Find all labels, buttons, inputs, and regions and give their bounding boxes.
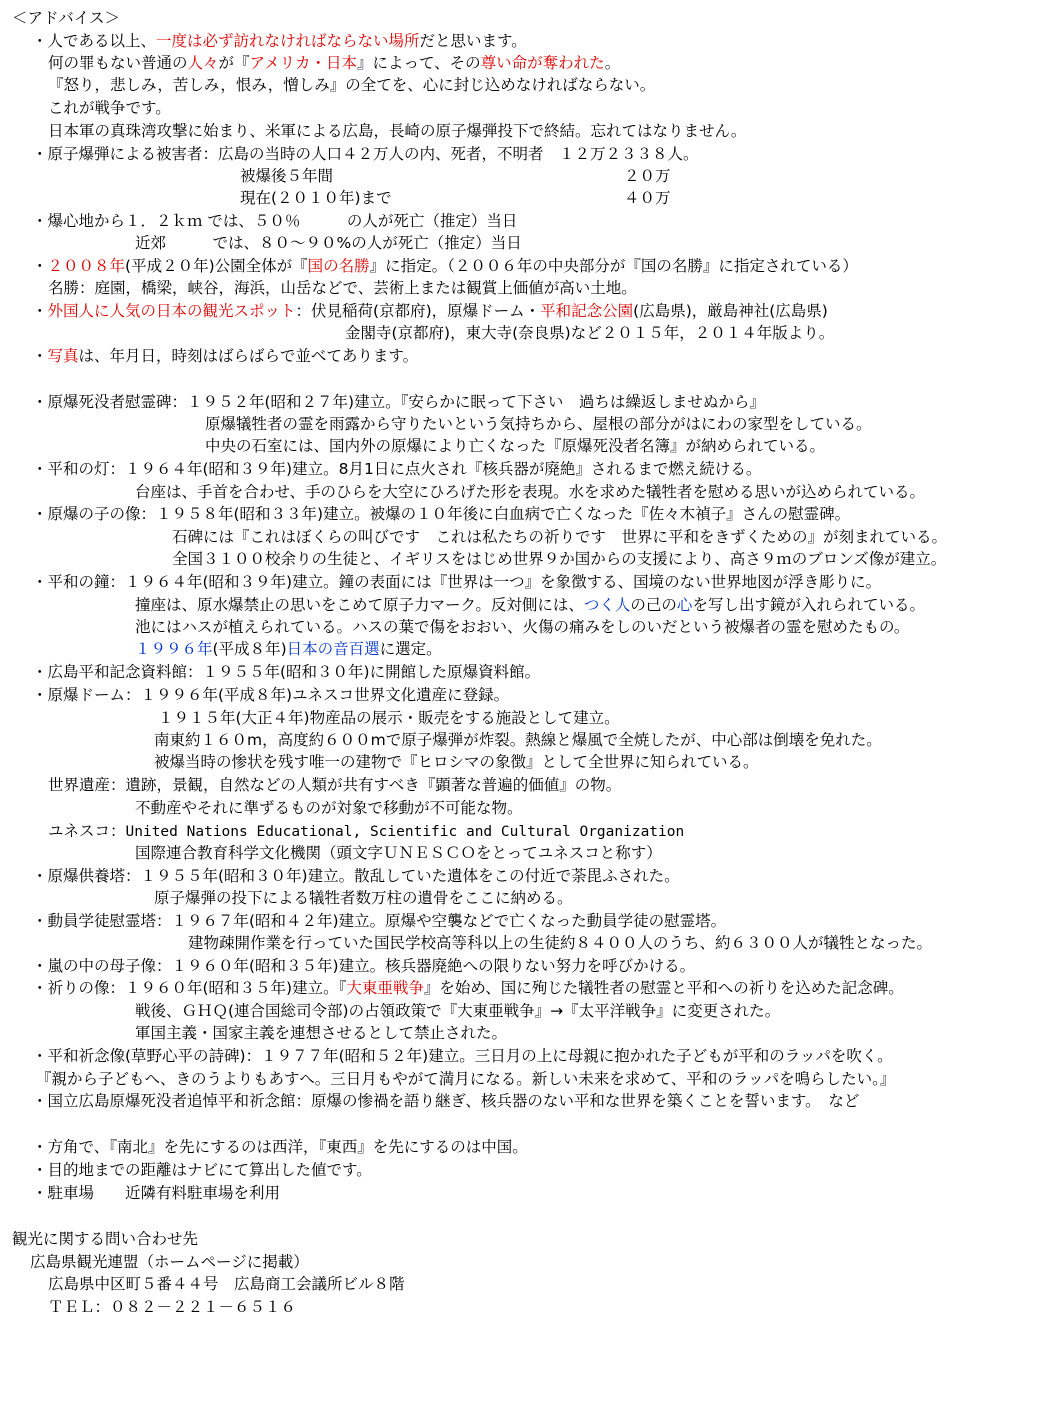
text-line <box>135 1022 507 1044</box>
text-segment: 広島県観光連盟（ホームページに掲載） <box>30 1253 309 1271</box>
text-segment: 南東約１６０m，高度約６００mで原子爆弾が炸裂。熱線と爆風で全焼したが、中心部は倒壊を免れた。 <box>154 731 882 749</box>
text-line <box>172 526 947 548</box>
text-segment: が『 <box>218 54 250 72</box>
text-line <box>135 638 442 660</box>
highlight-red-text: 尊い命が奪われた <box>480 54 605 72</box>
text-segment: ・原爆供養塔：１９５５年(昭和３０年)建立。散乱していた遺体をこの付近で荼毘ふされた。 <box>32 867 680 885</box>
text-line <box>48 774 621 796</box>
text-segment: ・平和の灯：１９６４年(昭和３９年)建立。8月1日に点火され『核兵器が廃絶』されるまで燃え続ける。 <box>32 460 762 478</box>
text-segment: 全国３１００校余りの生徒と、イギリスをはじめ世界９か国からの支援により、高さ９ｍのブロンズ像が建立。 <box>172 550 947 568</box>
text-segment: の己の <box>630 596 677 614</box>
text-segment: 原子爆弾の投下による犠牲者数万柱の遺骨をここに納める。 <box>154 889 573 907</box>
text-segment: は、年月日，時刻はばらばらで並べてあります。 <box>78 347 419 365</box>
text-segment: 』によって、その <box>356 54 481 72</box>
text-segment: ＜アドバイス＞ <box>12 9 121 27</box>
text-line <box>32 30 527 52</box>
text-line <box>135 797 523 819</box>
text-segment: 現在(２０１０年)まで <box>240 189 392 207</box>
text-line <box>36 1068 895 1090</box>
text-line <box>624 187 671 209</box>
text-segment: ・ <box>32 347 48 365</box>
text-segment: ４０万 <box>624 189 671 207</box>
text-segment: ：伏見稲荷(京都府)，原爆ドーム・ <box>295 302 541 320</box>
text-segment: ・駐車場 近隣有料駐車場を利用 <box>32 1184 281 1202</box>
text-segment: 池にはハスが植えられている。ハスの葉で傷をおおい、火傷の痛みをしのいだという被爆者の霊を慰めたもの。 <box>135 618 910 636</box>
text-segment: ・目的地までの距離はナビにて算出した値です。 <box>32 1161 372 1179</box>
text-segment: ・爆心地から１．２ｋｍ では、５０％ の人が死亡（推定）当日 <box>32 212 518 230</box>
text-line <box>240 165 333 187</box>
text-line <box>32 1136 528 1158</box>
text-line <box>32 391 765 413</box>
highlight-red-text: 人々 <box>187 54 219 72</box>
highlight-red-text: アメリカ・日本 <box>249 54 357 72</box>
text-line <box>624 165 671 187</box>
text-segment: ・原爆の子の像：１９５８年(昭和３３年)建立。被爆の１０年後に白血病で亡くなった『佐々木禎子』さんの慰霊碑。 <box>32 505 851 523</box>
text-line <box>48 1273 405 1295</box>
text-line <box>48 74 655 96</box>
text-segment: 広島県中区町５番４４号 広島商工会議所ビル８階 <box>48 1275 405 1293</box>
text-line <box>158 707 620 729</box>
text-line <box>32 1182 280 1204</box>
text-segment: 石碑には『これはぼくらの叫びです これは私たちの祈りです 世界に平和をきずくための』が刻まれている。 <box>172 528 948 546</box>
text-line <box>12 7 120 29</box>
text-segment: 不動産やそれに準ずるものが対象で移動が不可能な物。 <box>135 799 523 817</box>
text-segment: ・原爆死没者慰霊碑：１９５２年(昭和２７年)建立。『安らかに眠って下さい 過ちは繰返しませぬから』 <box>32 393 765 411</box>
text-segment: 被爆後５年間 <box>240 167 334 185</box>
text-line <box>135 232 522 254</box>
text-segment: 被爆当時の惨状を残す唯一の建物で『ヒロシマの象徴』として全世界に知られている。 <box>154 753 759 771</box>
text-segment: 建物疎開作業を行っていた国民学校高等科以上の生徒約８４００人のうち、約６３００人が犠牲となった。 <box>188 934 933 952</box>
text-line <box>48 820 684 843</box>
text-segment: に選定。 <box>379 640 442 658</box>
text-line <box>32 143 699 165</box>
text-segment: 金閣寺(京都府)，東大寺(奈良県)など２０１５年，２０１４年版より。 <box>345 324 835 342</box>
text-segment: 』に指定。（２００６年の中央部分が『国の名勝』に指定されている） <box>369 257 858 275</box>
text-segment: 近郊 では、８０～９０%の人が死亡（推定）当日 <box>135 234 522 252</box>
highlight-red-text: 国の名勝 <box>307 257 370 275</box>
text-segment: 軍国主義・国家主義を連想させるとして禁止された。 <box>135 1024 508 1042</box>
text-segment: 『怒り，悲しみ，苦しみ，恨み，憎しみ』の全てを、心に封じ込めなければならない。 <box>48 76 656 94</box>
text-segment: ・原爆ドーム：１９９６年(平成８年)ユネスコ世界文化遺産に登録。 <box>32 686 510 704</box>
text-line <box>154 751 759 773</box>
text-line <box>154 887 573 909</box>
highlight-blue-text: 日本の音百選 <box>286 640 380 658</box>
text-segment: 『親から子どもへ、きのうよりもあすへ。三日月もやがて満月になる。新しい未来を求めて、平和のラッパを鳴らしたい。』 <box>36 1070 896 1088</box>
text-line <box>48 52 620 74</box>
text-segment: ・動員学徒慰霊塔：１９６７年(昭和４２年)建立。原爆や空襲などで亡くなった動員学徒の慰霊塔。 <box>32 912 727 930</box>
text-line <box>48 277 637 299</box>
text-segment: 日本軍の真珠湾攻撃に始まり、米軍による広島，長崎の原子爆弾投下で終結。忘れてはなりません。 <box>48 122 747 140</box>
text-segment: ・平和の鐘：１９６４年(昭和３９年)建立。鐘の表面には『世界は一つ』を象徴する、国境のない世界地図が浮き彫りに。 <box>32 573 882 591</box>
text-segment: ・ <box>32 257 48 275</box>
text-segment: 原爆犠牲者の霊を雨露から守りたいという気持ちから、屋根の部分がはにわの家型をしている。 <box>205 415 872 433</box>
text-line <box>240 187 392 209</box>
text-segment: ・広島平和記念資料館：１９５５年(昭和３０年)に開館した原爆資料館。 <box>32 663 541 681</box>
highlight-red-text: 外国人に人気の日本の観光スポット <box>47 302 296 320</box>
text-line <box>32 977 904 999</box>
text-segment: 撞座は、原水爆禁止の思いをこめて原子力マーク。反対側には、 <box>135 596 584 614</box>
text-segment: ・国立広島原爆死没者追悼平和祈念館：原爆の惨禍を語り継ぎ、核兵器のない平和な世界を築くことを誓います。 など <box>32 1092 860 1110</box>
text-line <box>32 1090 859 1112</box>
text-segment: ２０万 <box>624 167 671 185</box>
text-line <box>32 661 540 683</box>
text-segment: ユネスコ： <box>48 822 126 840</box>
text-line <box>135 616 909 638</box>
text-line <box>32 910 726 932</box>
text-line <box>154 729 882 751</box>
text-line <box>188 932 932 954</box>
text-segment: ＴＥＬ：０８２－２２１－６５１６ <box>48 1298 297 1316</box>
highlight-red-text: 平和記念公園 <box>540 302 634 320</box>
text-segment: ・ <box>32 302 48 320</box>
text-segment: ・原子爆弾による被害者：広島の当時の人口４２万人の内、死者，不明者 １２万２３３８人。 <box>32 145 699 163</box>
highlight-red-text: 写真 <box>47 347 79 365</box>
text-line <box>32 503 850 525</box>
text-line <box>135 1000 780 1022</box>
text-segment: これが戦争です。 <box>48 99 171 117</box>
text-segment: 名勝：庭園，橋梁，峡谷，海浜，山岳などで、芸術上または観賞上価値が高い土地。 <box>48 279 637 297</box>
highlight-red-text: 大東亜戦争 <box>346 979 424 997</box>
text-line <box>12 1228 198 1250</box>
text-segment: 中央の石室には、国内外の原爆により亡くなった『原爆死没者名簿』が納められている。 <box>205 437 826 455</box>
text-segment: (広島県)，厳島神社(広島県) <box>633 302 828 320</box>
text-segment: ・方角で、『南北』を先にするのは西洋，『東西』を先にするのは中国。 <box>32 1138 528 1156</box>
text-line <box>32 1045 893 1067</box>
text-line <box>32 345 418 367</box>
highlight-blue-text: つく人 <box>583 596 631 614</box>
text-line <box>32 300 828 322</box>
highlight-red-text: ２００８年 <box>47 257 126 275</box>
text-line <box>135 594 925 616</box>
text-segment: 何の罪もない普通の <box>48 54 188 72</box>
highlight-blue-text: １９９６年 <box>135 640 213 658</box>
text-segment: ・嵐の中の母子像：１９６０年(昭和３５年)建立。核兵器廃絶への限りない努力を呼びかける。 <box>32 957 696 975</box>
text-line <box>135 481 925 503</box>
highlight-red-text: 一度は必ず訪れなければならない場所 <box>156 32 420 50</box>
text-line <box>32 255 858 277</box>
text-segment: (平成８年) <box>212 640 287 658</box>
text-segment: 戦後、ＧＨＱ(連合国総司令部)の占領政策で『大東亜戦争』→『太平洋戦争』に変更された。 <box>135 1002 781 1020</box>
text-line <box>205 435 825 457</box>
text-line <box>32 865 680 887</box>
text-line <box>135 842 662 864</box>
text-line <box>345 322 834 344</box>
text-line <box>48 120 746 142</box>
text-segment: ・平和祈念像(草野心平の詩碑)：１９７７年(昭和５２年)建立。三日月の上に母親に抱かれた子どもが平和のラッパを吹く。 <box>32 1047 893 1065</box>
text-segment: だと思います。 <box>419 32 527 50</box>
text-segment: １９１５年(大正４年)物産品の展示・販売をする施設として建立。 <box>158 709 620 727</box>
text-line <box>48 1296 296 1318</box>
text-line <box>205 413 872 435</box>
text-line <box>32 210 517 232</box>
text-line <box>30 1251 309 1273</box>
text-segment: 。 <box>604 54 621 72</box>
text-line <box>32 1159 372 1181</box>
text-segment: 世界遺産：遺跡，景観，自然などの人類が共有すべき『顕著な普遍的価値』の物。 <box>48 776 622 794</box>
highlight-blue-text: 心 <box>676 596 693 614</box>
text-segment: を写し出す鏡が入れられている。 <box>692 596 925 614</box>
text-line <box>32 571 881 593</box>
text-segment: ・祈りの像：１９６０年(昭和３５年)建立。『 <box>32 979 347 997</box>
text-segment: United Nations Educational, Scientific and Cultural Organization <box>125 824 685 840</box>
text-segment: 国際連合教育科学文化機関（頭文字ＵＮＥＳＣＯをとってユネスコと称す） <box>135 844 662 862</box>
text-segment: 観光に関する問い合わせ先 <box>12 1230 199 1248</box>
text-line <box>48 97 171 119</box>
text-line <box>32 458 761 480</box>
text-line <box>32 684 509 706</box>
text-segment: 台座は、手首を合わせ、手のひらを大空にひろげた形を表現。水を求めた犠牲者を慰める思いが込められている。 <box>135 483 926 501</box>
text-line <box>172 548 946 570</box>
text-line <box>32 955 695 977</box>
text-segment: ・人である以上、 <box>32 32 157 50</box>
text-segment: 』を始め、国に殉じた犠牲者の慰霊と平和への祈りを込めた記念碑。 <box>423 979 904 997</box>
text-segment: (平成２０年)公園全体が『 <box>125 257 308 275</box>
